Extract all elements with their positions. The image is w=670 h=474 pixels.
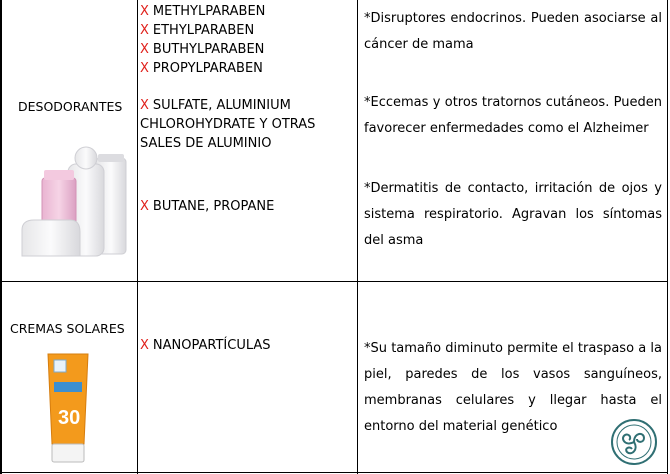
effect-text: *Eccemas y otros tratornos cutáneos. Pueden favorecer enfermedades como el Alzheimer bbox=[364, 95, 662, 136]
x-mark: X bbox=[140, 41, 149, 57]
column-divider-1 bbox=[137, 0, 138, 474]
effect-text: *Su tamaño diminuto permite el traspaso a la piel, paredes de los vasos sanguíneos, membranas celulares y llegar hasta el entorno del material genético bbox=[364, 341, 662, 434]
effect-text: *Dermatitis de contacto, irritación de ojos y sistema respiratorio. Agravan los síntomas del asma bbox=[364, 181, 662, 248]
x-mark: X bbox=[140, 338, 149, 353]
table-border-bottom bbox=[0, 472, 668, 473]
category-desodorantes: DESODORANTES bbox=[18, 99, 123, 114]
ingredient-item: X ETHYLPARABEN bbox=[140, 22, 255, 38]
spf-label: 30 bbox=[58, 407, 81, 429]
sunscreen-tube-image bbox=[44, 352, 92, 464]
ingredient-item: X NANOPARTÍCULAS bbox=[140, 338, 271, 353]
x-mark: X bbox=[140, 22, 149, 38]
ingredient-item: X BUTANE, PROPANE bbox=[140, 198, 275, 214]
x-mark: X bbox=[140, 60, 149, 76]
x-mark: X bbox=[140, 98, 149, 114]
deodorant-products-image bbox=[20, 140, 132, 260]
effect-text: *Disruptores endocrinos. Pueden asociarse al cáncer de mama bbox=[364, 11, 662, 52]
seal-logo-icon bbox=[610, 418, 658, 466]
ingredient-item: X PROPYLPARABEN bbox=[140, 60, 263, 76]
x-mark: X bbox=[140, 198, 149, 214]
row-divider bbox=[0, 281, 668, 282]
table-border-right bbox=[667, 0, 668, 474]
ingredient-item: X BUTHYLPARABEN bbox=[140, 41, 265, 57]
category-cremas-solares: CREMAS SOLARES bbox=[10, 321, 125, 336]
ingredients-desodorantes bbox=[140, 3, 355, 217]
column-divider-2 bbox=[357, 0, 358, 474]
ingredients-cremas-solares bbox=[140, 337, 355, 356]
x-mark: X bbox=[140, 4, 149, 19]
table-border-left bbox=[0, 0, 2, 474]
ingredient-item: X METHYLPARABEN bbox=[140, 4, 266, 19]
ingredient-item: X SULFATE, ALUMINIUM CHLOROHYDRATE Y OTRAS SALES DE ALUMINIO bbox=[140, 98, 316, 152]
